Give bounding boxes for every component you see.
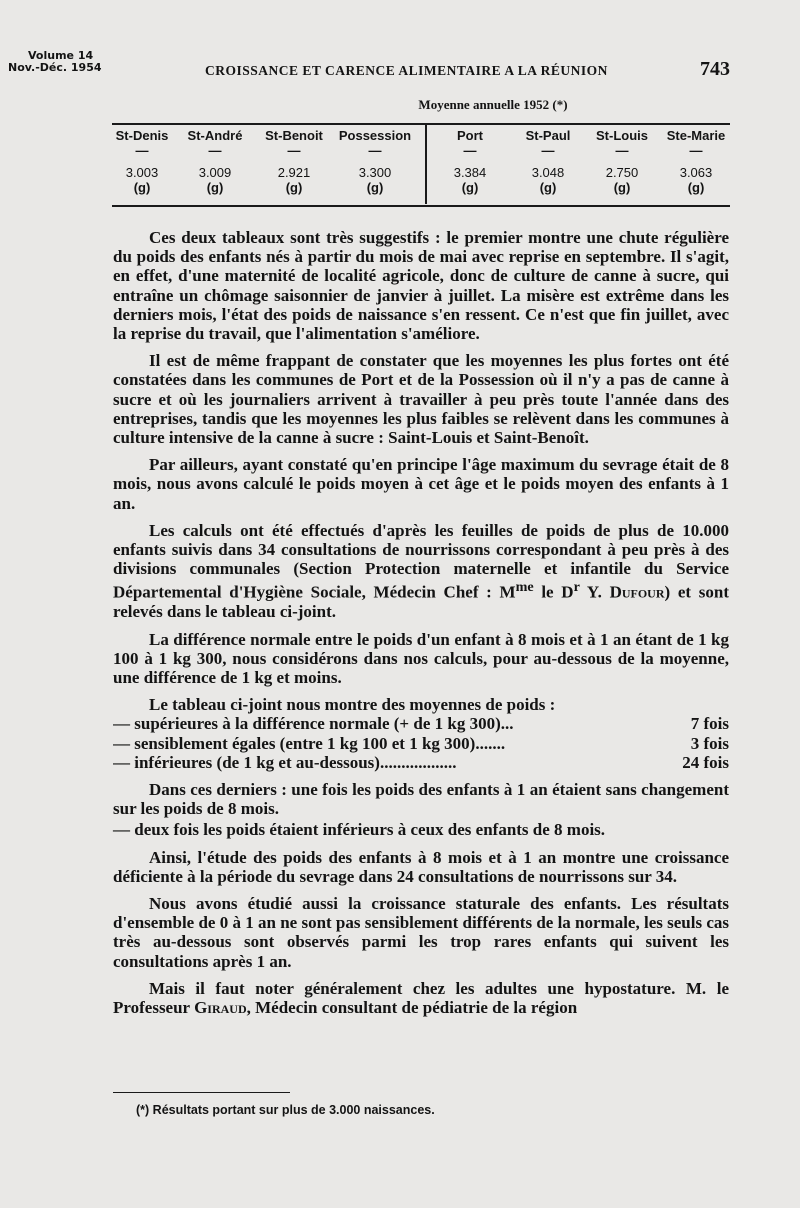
table-unit: (g) <box>687 180 705 195</box>
table-dash: — <box>368 143 382 158</box>
paragraph: Dans ces derniers : une fois les poids des enfants à 1 an étaient sans changement sur les poids de 8 mois. <box>113 779 729 819</box>
table-header: St-Denis <box>115 128 169 143</box>
volume-info <box>8 50 102 74</box>
period-label: Nov.-Déc. 1954 <box>8 61 102 74</box>
table-unit: (g) <box>206 180 224 195</box>
table-value: 3.300 <box>358 165 392 180</box>
table-bottom-rule <box>112 205 730 207</box>
table-dash: — <box>463 143 477 158</box>
table-caption: Moyenne annuelle 1952 (*) <box>418 97 568 112</box>
table-value: 2.921 <box>277 165 311 180</box>
paragraph: Ces deux tableaux sont très suggestifs : le premier montre une chute régulière du poids des enfants nés à partir du mois de mai avec reprise en septembre. Il s'agit, en effet, d'une maternité de localité agricole, donc de culture de canne à sucre, qui entraîne un chômage saisonnier de janvier à juillet. La misère est extrême dans les derniers mois, l'état des poids de naissance s'en ressent. Ce n'est que fin juillet, avec la reprise du travail, que l'alimentation s'améliore. <box>113 228 729 344</box>
table-header: Ste-Marie <box>666 128 726 143</box>
table-header: St-André <box>187 128 243 143</box>
running-title: CROISSANCE ET CARENCE ALIMENTAIRE A LA RÉUNION <box>205 63 608 78</box>
paragraph: Il est de même frappant de constater que les moyennes les plus fortes ont été constatées dans les communes de Port et de la Possession où il n'y a pas de canne à sucre et où les journaliers arrivent à travailler à peu près toute l'année dans des entreprises, tandis que les moyennes les plus faibles se relèvent dans les communes à culture intensive de la canne à sucre : Saint-Louis et Saint-Benoît. <box>113 351 729 448</box>
table-divider <box>425 124 427 204</box>
table-dash: — <box>615 143 629 158</box>
table-header: St-Benoit <box>265 128 323 143</box>
table-header: Possession <box>338 128 412 143</box>
table-unit: (g) <box>461 180 479 195</box>
footnote-rule <box>113 1092 290 1093</box>
table-value: 2.750 <box>605 165 639 180</box>
table-unit: (g) <box>133 180 151 195</box>
paragraph: Ainsi, l'étude des poids des enfants à 8 mois et à 1 an montre une croissance déficiente à la période du sevrage dans 24 consultations de nourrissons sur 34. <box>113 847 729 886</box>
body-text <box>113 228 729 1025</box>
paragraph: — deux fois les poids étaient inférieurs à ceux des enfants de 8 mois. <box>113 820 606 840</box>
paragraph: Les calculs ont été effectués d'après les feuilles de poids de plus de 10.000 enfants suivis dans 34 consultations de nourrissons correspondant à peu près à des divisions communales (Section Protection maternelle et infantile du Service Départemental d'Hygiène Sociale, Médecin Chef : $M^{me}$ le $D^r$ Y. Dufour) et sont relevés dans le tableau ci-joint. <box>113 520 730 622</box>
table-dash: — <box>287 143 301 158</box>
table-unit: (g) <box>613 180 631 195</box>
table-unit: (g) <box>366 180 384 195</box>
table-header: Port <box>457 128 483 143</box>
table-header: St-Louis <box>596 128 648 143</box>
paragraph: Mais il faut noter généralement chez les adultes une hypostature. M. le Professeur Giraud, Médecin consultant de pédiatrie de la région <box>113 978 729 1017</box>
table-dash: — <box>135 143 149 158</box>
table-top-rule <box>112 123 730 125</box>
table-unit: (g) <box>285 180 303 195</box>
table-value: 3.063 <box>679 165 713 180</box>
results-list <box>113 714 729 772</box>
paragraph: Nous avons étudié aussi la croissance staturale des enfants. Les résultats d'ensemble de 0 à 1 an ne sont pas sensiblement différents de la normale, les seuls cas très au-dessous sont observés parmi les trop rares enfants qui suivent les consultations après 1 an. <box>113 893 729 971</box>
table-value: 3.003 <box>125 165 159 180</box>
table-value: 3.009 <box>198 165 232 180</box>
list-item: — supérieures à la différence normale (+ de 1 kg 300)... 7 fois <box>113 714 729 734</box>
list-item: — inférieures (de 1 kg et au-dessous).................. 24 fois <box>113 752 729 772</box>
paragraph: Le tableau ci-joint nous montre des moyennes de poids : <box>149 695 556 715</box>
list-item: — sensiblement égales (entre 1 kg 100 et 1 kg 300)....... 3 fois <box>113 733 729 753</box>
paragraph: Par ailleurs, ayant constaté qu'en principe l'âge maximum du sevrage était de 8 mois, nous avons calculé le poids moyen à cet âge et le poids moyen des enfants à 1 an. <box>113 455 729 513</box>
page-number: 743 <box>700 58 730 80</box>
table-header: St-Paul <box>525 128 571 143</box>
table-value: 3.384 <box>453 165 487 180</box>
footnote: (*) Résultats portant sur plus de 3.000 naissances. <box>136 1103 435 1117</box>
author-name: Giraud <box>194 997 247 1017</box>
author-name: Dufour <box>609 583 665 603</box>
table-value: 3.048 <box>531 165 565 180</box>
table-dash: — <box>689 143 703 158</box>
table-dash: — <box>208 143 222 158</box>
table-dash: — <box>541 143 555 158</box>
table-unit: (g) <box>539 180 557 195</box>
volume-label: Volume 14 <box>28 49 94 62</box>
paragraph: La différence normale entre le poids d'un enfant à 8 mois et à 1 an étant de 1 kg 100 à 1 kg 300, nous considérons dans nos calculs, pour au-dessous de la moyenne, une différence de 1 kg et moins. <box>113 629 729 687</box>
